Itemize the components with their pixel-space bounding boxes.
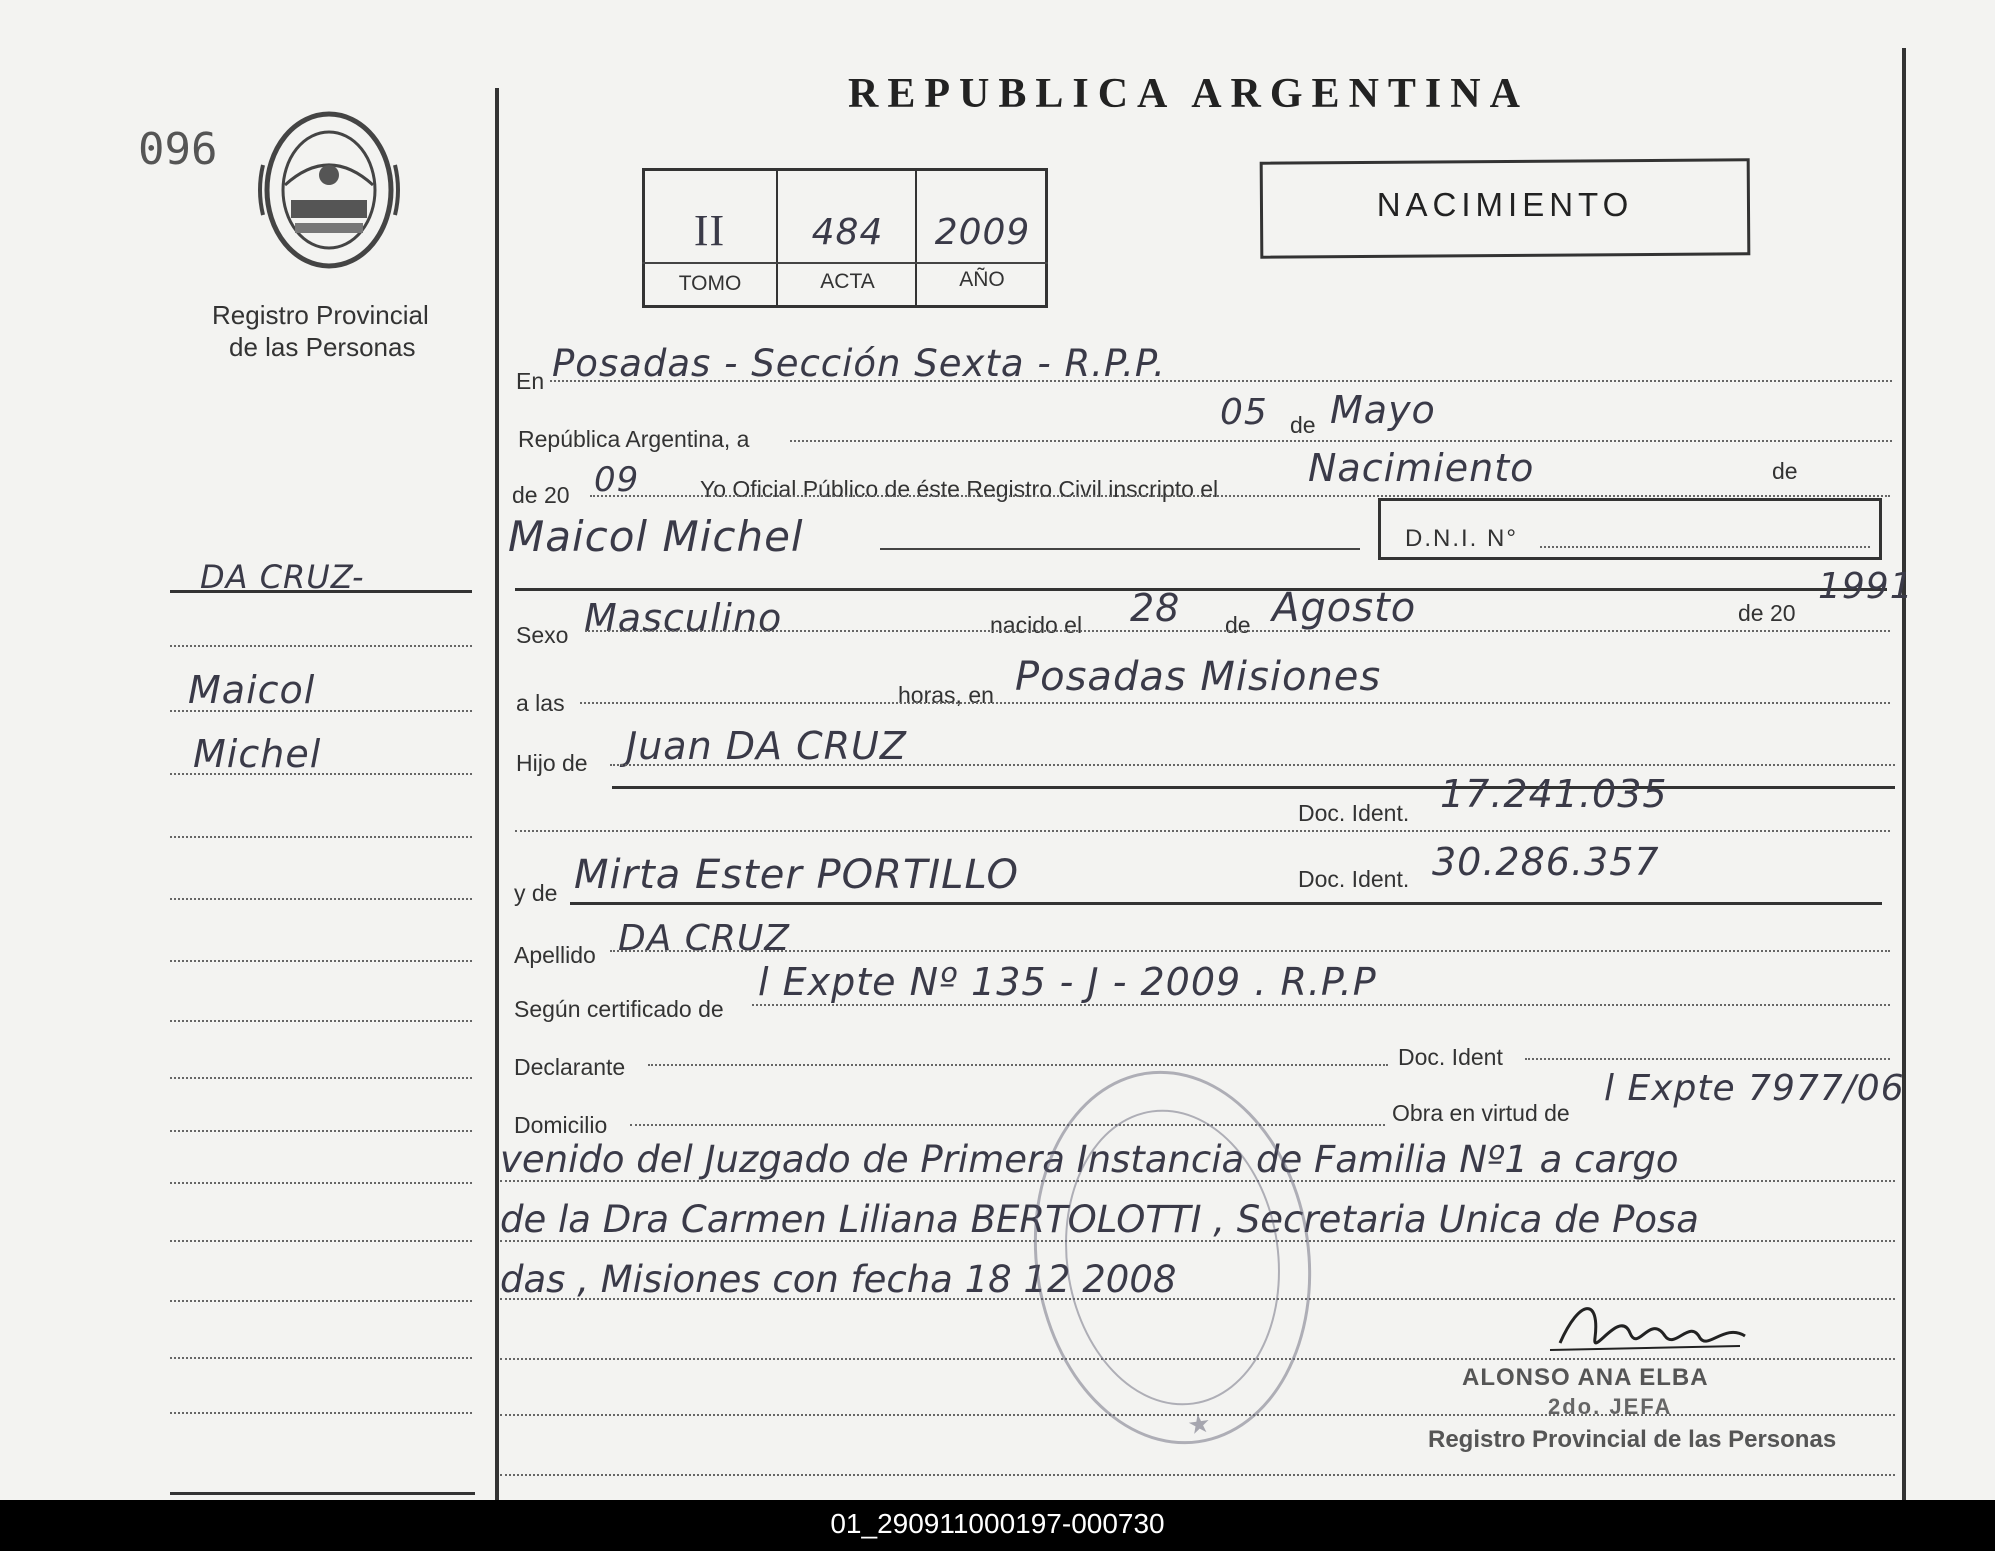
margin-line (170, 645, 472, 647)
label-apellido: Apellido (514, 942, 596, 968)
value-doc-madre: 30.286.357 (1432, 840, 1660, 884)
form-line (612, 786, 1895, 789)
registry-title-line2: de las Personas (229, 332, 416, 362)
value-texto2: de la Dra Carmen Liliana BERTOLOTTI , Secretaria Unica de Posa (500, 1198, 1699, 1241)
value-mes: Mayo (1330, 388, 1436, 432)
label-horas: horas, en (898, 682, 994, 708)
label-doc-ident1: Doc. Ident. (1298, 800, 1410, 826)
label-doc-ident2: Doc. Ident. (1298, 866, 1410, 892)
page-right-edge (1902, 48, 1906, 1500)
form-line (630, 1124, 1385, 1126)
margin-line (170, 836, 472, 838)
column-divider (495, 88, 499, 1500)
value-mes-nac: Agosto (1272, 585, 1417, 631)
signer-organization: Registro Provincial de las Personas (1428, 1426, 1837, 1453)
label-a-las: a las (516, 690, 565, 716)
acta-label: ACTA (820, 270, 875, 293)
official-round-stamp: ★ (1010, 1053, 1335, 1463)
record-box-divider (776, 168, 778, 308)
label-declarante: Declarante (514, 1054, 626, 1080)
form-line (500, 1474, 1895, 1476)
margin-line (170, 898, 472, 900)
value-certificado: l Expte Nº 135 - J - 2009 . R.P.P (758, 960, 1377, 1004)
value-texto1: venido del Juzgado de Primera Instancia de Familia Nº1 a cargo (500, 1138, 1679, 1181)
label-de-mes2: de (1225, 612, 1251, 638)
margin-name2: Michel (193, 732, 322, 776)
form-line (880, 548, 1360, 550)
document-type: NACIMIENTO (1376, 186, 1634, 223)
margin-line (170, 1492, 475, 1495)
acta-value: 484 (811, 212, 884, 253)
margin-line (170, 1357, 472, 1359)
label-de-mes: de (1290, 412, 1316, 438)
value-lugar-nac: Posadas Misiones (1015, 654, 1382, 700)
value-sexo: Masculino (584, 596, 783, 640)
form-line (515, 588, 1887, 591)
document-code: 01_290911000197-000730 (830, 1508, 1165, 1539)
margin-line (170, 1020, 472, 1022)
form-line (590, 495, 1890, 497)
value-obra: l Expte 7977/06 (1604, 1068, 1905, 1109)
label-de-20: de 20 (512, 482, 570, 508)
value-dia: 05 (1220, 392, 1268, 433)
margin-line (170, 1240, 472, 1242)
form-line (515, 830, 1890, 832)
label-de-end: de (1772, 458, 1798, 484)
label-dni: D.N.I. N° (1405, 525, 1518, 552)
label-domicilio: Domicilio (514, 1112, 608, 1138)
page-number-stamp: 096 (138, 124, 218, 175)
form-line (648, 1064, 1388, 1066)
margin-surname: DA CRUZ- (200, 558, 365, 596)
label-obra: Obra en virtud de (1392, 1100, 1570, 1126)
label-de-20b: de 20 (1738, 600, 1796, 626)
margin-line (170, 773, 472, 775)
value-nombre: Maicol Michel (508, 512, 804, 561)
margin-line (170, 710, 472, 712)
form-line (752, 1004, 1890, 1006)
anio-label: AÑO (959, 268, 1005, 291)
label-y-de: y de (514, 880, 558, 906)
record-box-divider (642, 262, 1048, 264)
value-anio-nac: 1991 (1818, 566, 1914, 607)
label-segun: Según certificado de (514, 996, 724, 1022)
label-nacido: nacido el (990, 612, 1083, 638)
margin-line (170, 590, 472, 593)
value-inscripto: Nacimiento (1308, 446, 1535, 490)
anio-value: 2009 (934, 212, 1031, 253)
value-dia-nac: 28 (1130, 586, 1181, 630)
value-lugar: Posadas - Sección Sexta - R.P.P. (552, 342, 1166, 385)
value-doc-padre: 17.241.035 (1440, 772, 1668, 816)
form-line (790, 440, 1892, 442)
label-doc-ident3: Doc. Ident (1398, 1044, 1503, 1070)
dni-line (1540, 546, 1870, 548)
registry-title-line1: Registro Provincial (212, 300, 429, 330)
form-line (570, 902, 1882, 905)
label-en: En (516, 368, 545, 394)
margin-line (170, 1300, 472, 1302)
label-oficial: Yo Oficial Público de éste Registro Civil inscripto el (700, 476, 1219, 502)
tomo-label: TOMO (678, 272, 742, 295)
provincial-seal-logo (255, 105, 403, 275)
margin-line (170, 960, 472, 962)
value-anio: 09 (594, 460, 640, 500)
form-line (610, 764, 1895, 766)
form-line (580, 702, 1890, 704)
label-sexo: Sexo (516, 622, 569, 648)
value-apellido: DA CRUZ (618, 918, 790, 959)
form-line (1525, 1058, 1890, 1060)
margin-line (170, 1412, 472, 1414)
signer-role: 2do. JEFA (1548, 1394, 1673, 1419)
form-line (610, 950, 1890, 952)
margin-line (170, 1077, 472, 1079)
tomo-value: II (693, 206, 726, 255)
form-line (585, 630, 1890, 632)
country-heading: REPUBLICA ARGENTINA (848, 71, 1529, 117)
form-line (550, 380, 1892, 382)
value-madre: Mirta Ester PORTILLO (574, 852, 1019, 898)
signature-scrawl (1540, 1288, 1760, 1368)
margin-line (170, 1182, 472, 1184)
value-texto3: das , Misiones con fecha 18 12 2008 (500, 1258, 1177, 1301)
signer-name: ALONSO ANA ELBA (1462, 1364, 1709, 1391)
label-hijo: Hijo de (516, 750, 588, 776)
value-padre: Juan DA CRUZ (626, 724, 907, 768)
margin-name1: Maicol (188, 668, 316, 712)
margin-line (170, 1130, 472, 1132)
label-republica: República Argentina, a (518, 426, 750, 452)
